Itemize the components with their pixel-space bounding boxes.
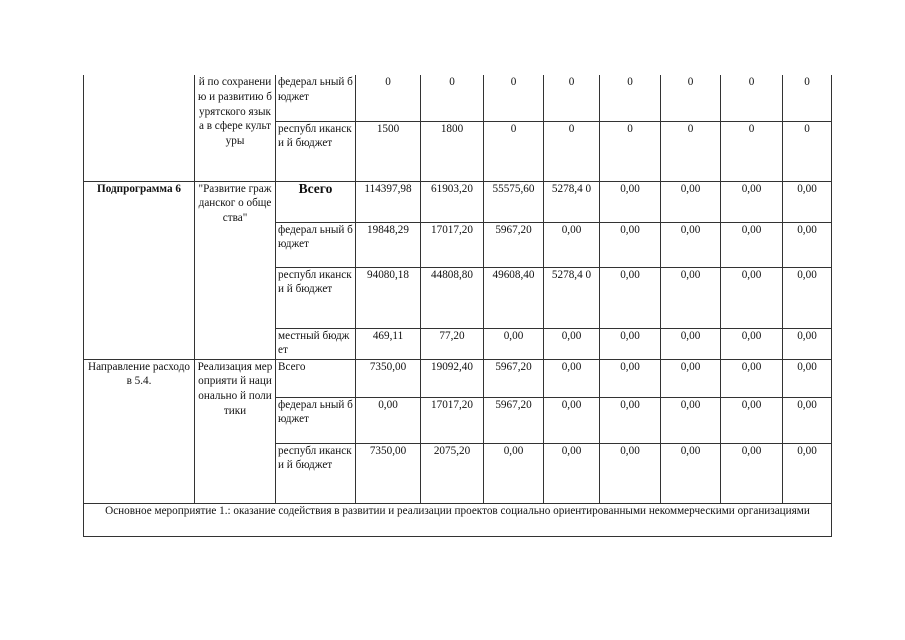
cell-value: 0,00: [544, 222, 600, 267]
cell-source: республ икански й бюджет: [276, 443, 356, 503]
cell-value: 0,00: [661, 397, 721, 443]
cell-value: 0,00: [783, 328, 832, 359]
cell-value: 5967,20: [484, 397, 544, 443]
direction-title: Направление расходов 5.4.: [84, 359, 195, 503]
main-activity-row: Основное мероприятие 1.: оказание содействия в развитии и реализации проектов социально ориентированными некоммерческими организациями: [84, 503, 832, 536]
cell-value: 0,00: [661, 181, 721, 222]
cell-value: 0,00: [544, 397, 600, 443]
cell-value: 0,00: [661, 328, 721, 359]
cell-value: 1800: [421, 121, 484, 181]
cell-value: 0: [544, 121, 600, 181]
cell-value: 0,00: [600, 267, 661, 328]
cell-value: 0: [484, 121, 544, 181]
cell-value: 0,00: [721, 359, 783, 397]
cell-measure-name: й по сохранению и развитию бурятского языка в сфере культуры: [195, 75, 276, 181]
budget-table: [83, 75, 832, 537]
cell-value: 49608,40: [484, 267, 544, 328]
cell-source: республ икански й бюджет: [276, 267, 356, 328]
cell-value: 0,00: [600, 181, 661, 222]
table-row: [84, 181, 832, 222]
cell-value: 0: [356, 75, 421, 121]
cell-value: 5967,20: [484, 359, 544, 397]
cell-value: 0,00: [661, 222, 721, 267]
cell-source: Всего: [276, 181, 356, 222]
cell-value: 0,00: [600, 328, 661, 359]
cell-value: 61903,20: [421, 181, 484, 222]
cell-value: 0: [721, 121, 783, 181]
cell-value: 0,00: [484, 328, 544, 359]
cell-value: 17017,20: [421, 222, 484, 267]
cell-value: 0,00: [600, 397, 661, 443]
cell-source: республ икански й бюджет: [276, 121, 356, 181]
cell-value: 0,00: [783, 181, 832, 222]
cell-value: 0,00: [356, 397, 421, 443]
cell-value: 0,00: [721, 443, 783, 503]
subprogram-name: "Развитие гражданског о общества": [195, 181, 276, 359]
cell-value: 0,00: [484, 443, 544, 503]
cell-value: 94080,18: [356, 267, 421, 328]
cell-value: 44808,80: [421, 267, 484, 328]
cell-value: 0: [783, 121, 832, 181]
cell-value: 0,00: [544, 328, 600, 359]
cell-value: 0,00: [544, 359, 600, 397]
cell-value: 5967,20: [484, 222, 544, 267]
cell-value: 469,11: [356, 328, 421, 359]
cell-value: 0,00: [783, 267, 832, 328]
cell-value: 0,00: [600, 222, 661, 267]
cell-value: 0,00: [783, 397, 832, 443]
cell-value: 19092,40: [421, 359, 484, 397]
cell-value: 2075,20: [421, 443, 484, 503]
cell-value: 0,00: [600, 359, 661, 397]
cell-value: 5278,4 0: [544, 267, 600, 328]
cell-source: Всего: [276, 359, 356, 397]
cell-value: 0,00: [783, 222, 832, 267]
cell-value: 0,00: [721, 222, 783, 267]
cell-value: 1500: [356, 121, 421, 181]
cell-value: 19848,29: [356, 222, 421, 267]
cell-source: местный бюджет: [276, 328, 356, 359]
table-row: [84, 359, 832, 397]
cell-value: 17017,20: [421, 397, 484, 443]
cell-value: 0: [783, 75, 832, 121]
cell-value: 0: [600, 75, 661, 121]
cell-source: федерал ьный бюджет: [276, 75, 356, 121]
cell-value: 114397,98: [356, 181, 421, 222]
table-row: [84, 503, 832, 536]
cell-value: 0,00: [783, 359, 832, 397]
cell-value: 77,20: [421, 328, 484, 359]
cell-value: 0,00: [600, 443, 661, 503]
cell-value: 0,00: [783, 443, 832, 503]
cell-value: 0: [661, 121, 721, 181]
cell-value: 7350,00: [356, 443, 421, 503]
cell-value: 0,00: [721, 397, 783, 443]
direction-name: Реализация мероприяти й национально й политики: [195, 359, 276, 503]
cell-value: 0: [721, 75, 783, 121]
cell-empty: [84, 75, 195, 181]
cell-value: 7350,00: [356, 359, 421, 397]
cell-value: 0,00: [661, 267, 721, 328]
cell-source: федерал ьный бюджет: [276, 222, 356, 267]
cell-value: 55575,60: [484, 181, 544, 222]
cell-value: 0: [600, 121, 661, 181]
cell-value: 0,00: [721, 328, 783, 359]
table-row: [84, 75, 832, 121]
cell-value: 0: [484, 75, 544, 121]
cell-value: 0,00: [661, 443, 721, 503]
cell-value: 0,00: [721, 267, 783, 328]
cell-value: 0,00: [661, 359, 721, 397]
cell-value: 0: [421, 75, 484, 121]
cell-value: 0,00: [721, 181, 783, 222]
cell-value: 0: [544, 75, 600, 121]
cell-value: 0,00: [544, 443, 600, 503]
cell-value: 5278,4 0: [544, 181, 600, 222]
cell-source: федерал ьный бюджет: [276, 397, 356, 443]
subprogram-title: Подпрограмма 6: [84, 181, 195, 359]
cell-value: 0: [661, 75, 721, 121]
